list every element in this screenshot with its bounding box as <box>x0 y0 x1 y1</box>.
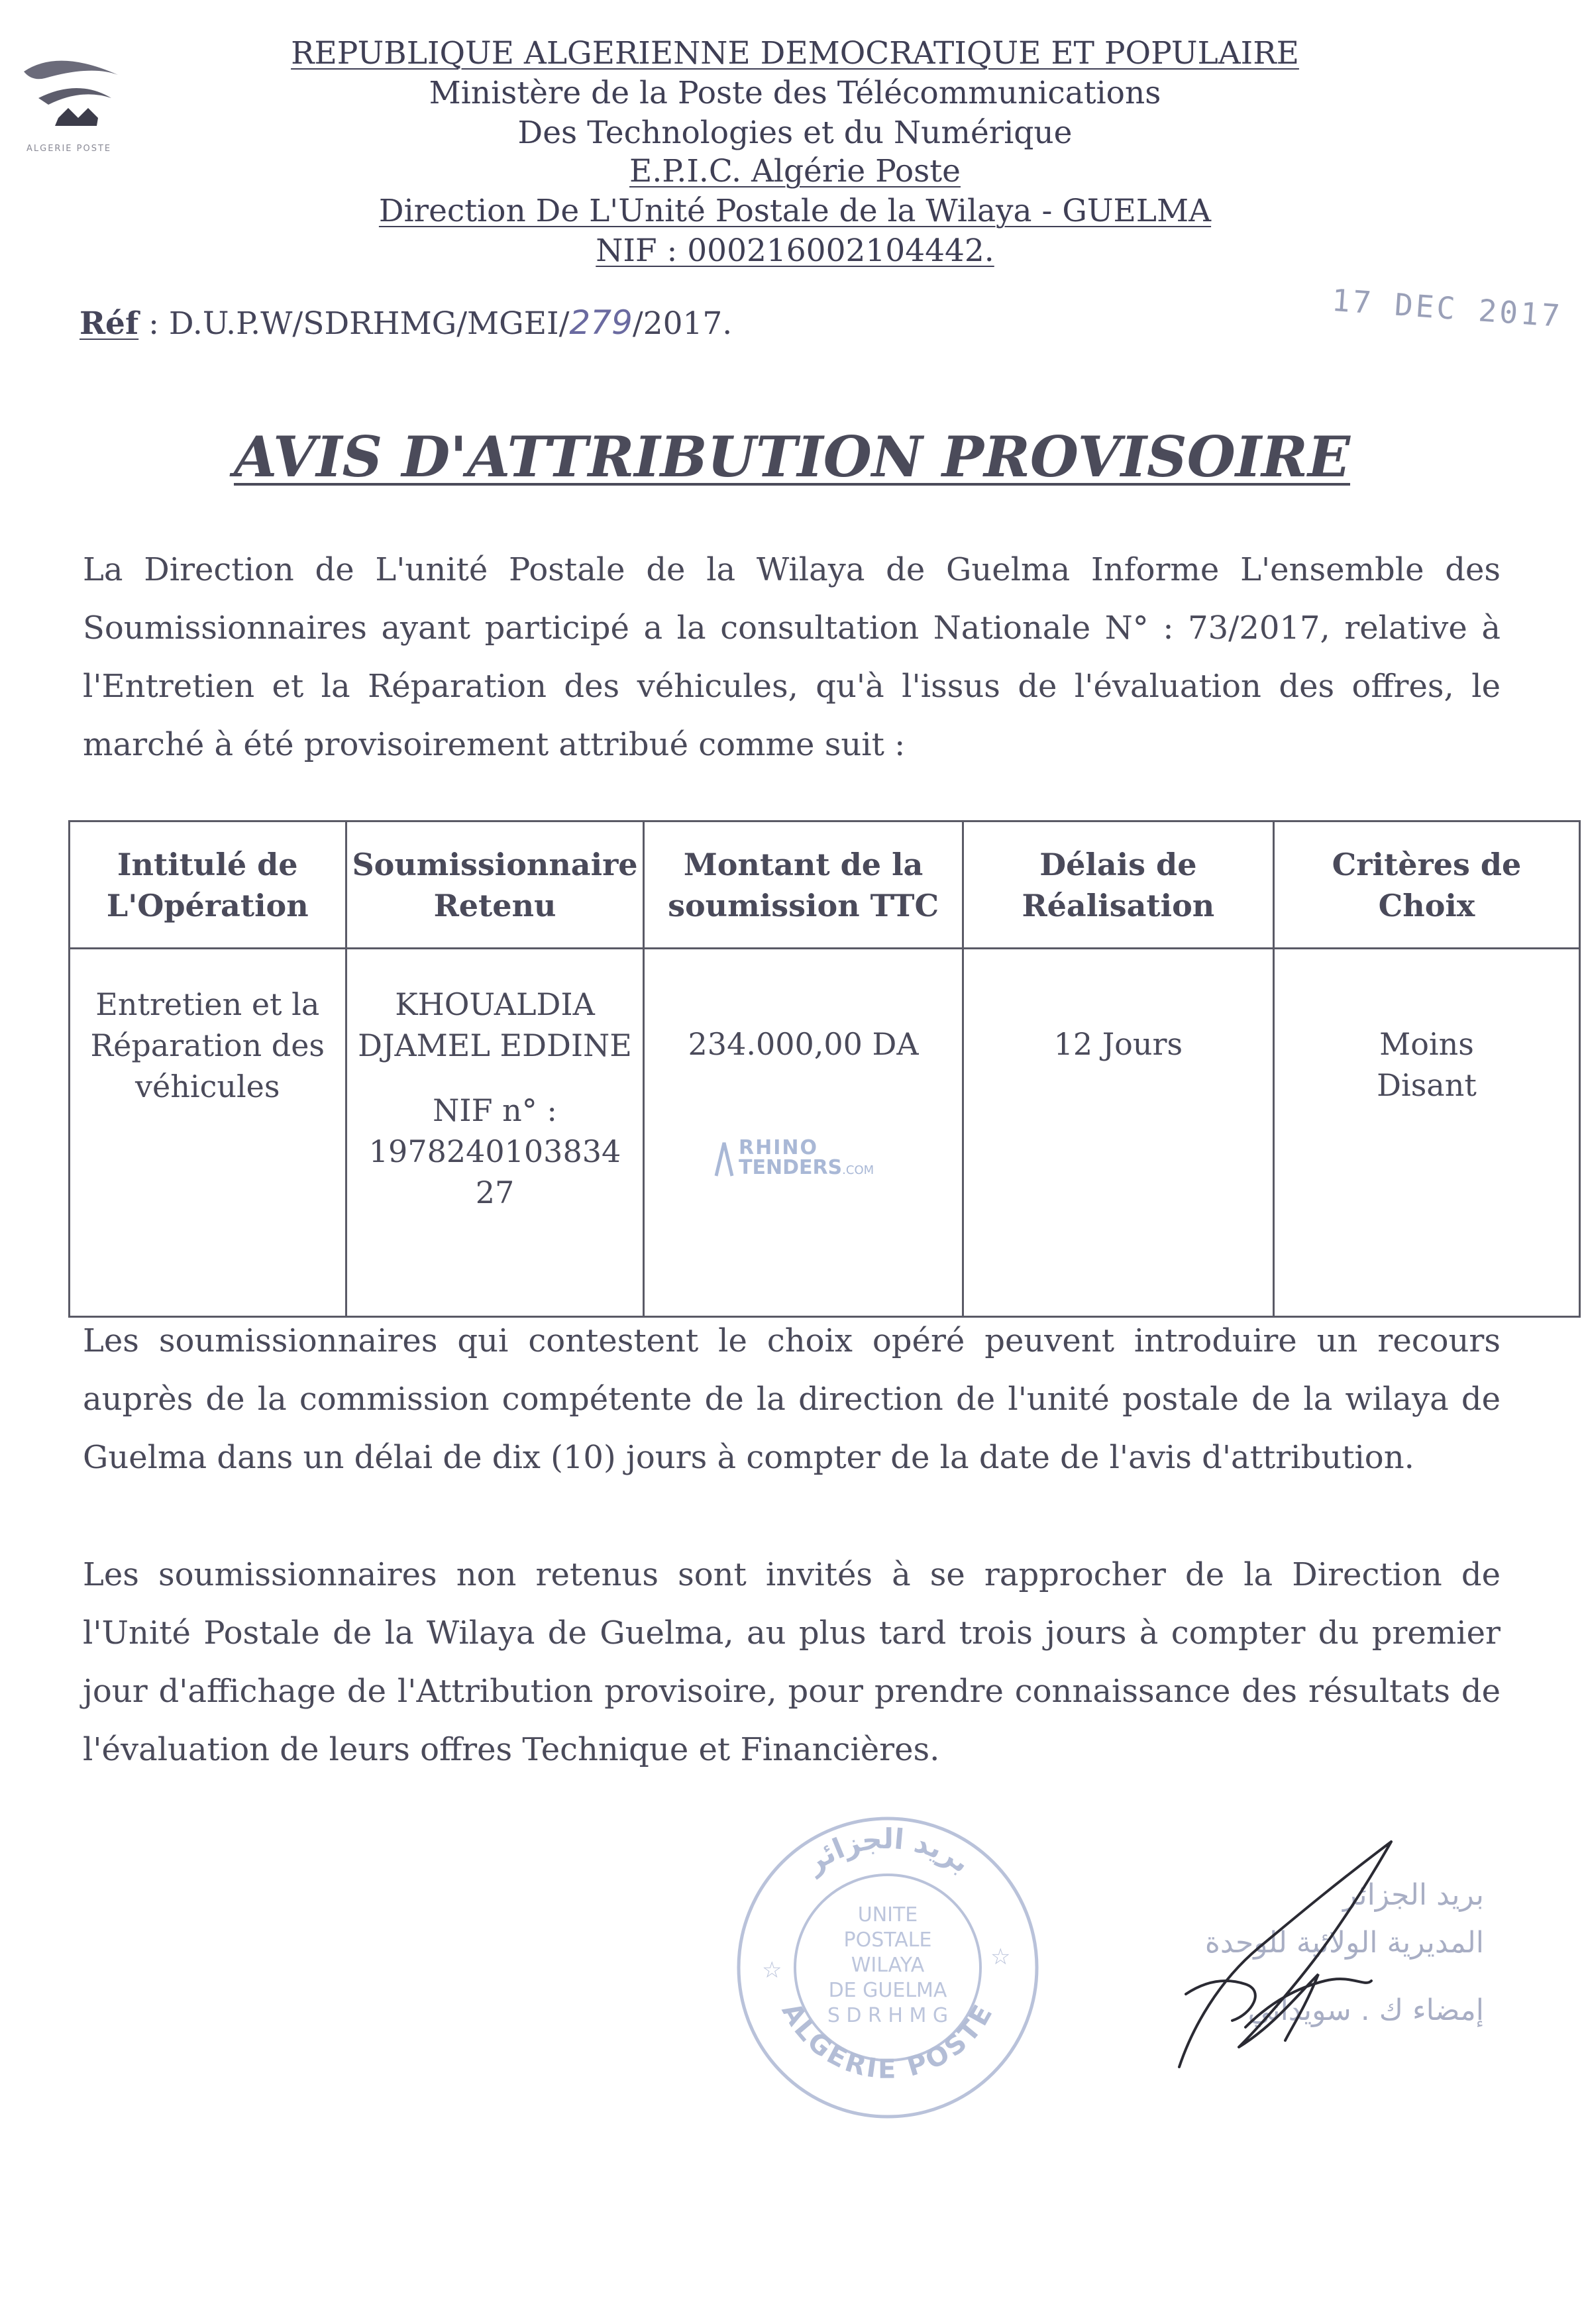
arabic-line3: إمضاء ك . سويداني <box>1247 1993 1484 2027</box>
svg-text:☆: ☆ <box>762 1957 782 1983</box>
stamp-inner1: UNITE <box>857 1903 918 1927</box>
header-republic: REPUBLIQUE ALGERIENNE DEMOCRATIQUE ET POPULAIRE <box>291 35 1299 72</box>
header-amount: Montant de la soumission TTC <box>644 821 963 949</box>
document-title <box>0 424 1584 490</box>
logo-caption: ALGERIE POSTE <box>26 144 112 154</box>
document-title-text: AVIS D'ATTRIBUTION PROVISOIRE <box>233 424 1351 490</box>
cell-amount: 234.000,00 DA <box>644 949 963 1317</box>
header-bidder: Soumissionnaire Retenu <box>346 821 644 949</box>
header-delay: Délais de Réalisation <box>963 821 1273 949</box>
arabic-line2: المديرية الولائية للوحدة <box>1204 1926 1484 1960</box>
arabic-line1: بريد الجزائر <box>1343 1878 1484 1912</box>
stamp-outer-top: بريد الجزائر <box>799 1822 977 1879</box>
stamp-inner3: WILAYA <box>851 1954 925 1977</box>
rhino-icon <box>712 1139 736 1179</box>
round-postal-stamp <box>722 1802 1053 2133</box>
appeal-paragraph: Les soumissionnaires qui contestent le choix opéré peuvent introduire un recours auprès de la commission compétente de la direction de l'unité postale de la wilaya de Guelma dans un délai de dix (10) jours à compter de la date de l'avis d'attribution. <box>83 1322 1501 1476</box>
date-stamp: 17 DEC 2017 <box>1330 282 1564 335</box>
cell-delay: 12 Jours <box>963 949 1273 1317</box>
reference-number: 279 <box>569 303 633 342</box>
algerie-poste-logo <box>19 52 131 164</box>
bidder-nif: NIF n° : 1978240103834 27 <box>368 1092 621 1210</box>
svg-text:☆: ☆ <box>990 1944 1011 1970</box>
stamp-inner2: POSTALE <box>843 1928 932 1952</box>
stamp-inner5: S D R H M G <box>827 2004 949 2027</box>
header-criteria: Critères de Choix <box>1273 821 1579 949</box>
header-technologies: Des Technologies et du Numérique <box>517 115 1073 151</box>
reference-line <box>79 303 732 342</box>
reference-prefix: : D.U.P.W/SDRHMG/MGEI/ <box>138 305 570 342</box>
reference-suffix: /2017. <box>632 305 733 342</box>
watermark-line1: RHINO <box>739 1136 818 1159</box>
intro-paragraph: La Direction de L'unité Postale de la Wilaya de Guelma Informe L'ensemble des Soumissionnaires ayant participé a la consultation Nationale N° : 73/2017, relative à l'Entretien et la Réparation des véhicules, qu'à l'issus de l'évaluation des offres, le marché à été provisoirement attribué comme suit : <box>83 551 1501 763</box>
header-epic: E.P.I.C. Algérie Poste <box>629 153 961 189</box>
table-header-row <box>70 821 1580 949</box>
cell-criteria: Moins Disant <box>1273 949 1579 1317</box>
stamp-inner4: DE GUELMA <box>828 1979 947 2002</box>
handwritten-signature <box>1100 1828 1537 2093</box>
header-ministry: Ministère de la Poste des Télécommunications <box>429 75 1161 111</box>
reference-label: Réf <box>79 305 139 342</box>
allocation-table <box>68 820 1581 1318</box>
stamp-outer-bottom: ALGERIE POSTE <box>775 1997 1000 2085</box>
non-selected-paragraph: Les soumissionnaires non retenus sont invités à se rapprocher de la Direction de l'Unité Postale de la Wilaya de Guelma, au plus tard trois jours à compter du premier jour d'affichage de l'Attribution provisoire, pour prendre connaissance des résultats de l'évaluation de leurs offres Technique et Financières. <box>83 1556 1501 1768</box>
header-nif: NIF : 000216002104442. <box>596 233 994 269</box>
cell-operation: Entretien et la Réparation des véhicules <box>70 949 346 1317</box>
rhino-tenders-watermark <box>712 1138 874 1181</box>
table-row <box>70 949 1580 1317</box>
watermark-line2: TENDERS.COM <box>739 1156 874 1179</box>
cell-bidder: KHOUALDIA DJAMEL EDDINE NIF n° : 1978240103834 27 <box>346 949 644 1317</box>
header-operation: Intitulé de L'Opération <box>70 821 346 949</box>
header-direction: Direction De L'Unité Postale de la Wilaya - GUELMA <box>378 193 1212 229</box>
